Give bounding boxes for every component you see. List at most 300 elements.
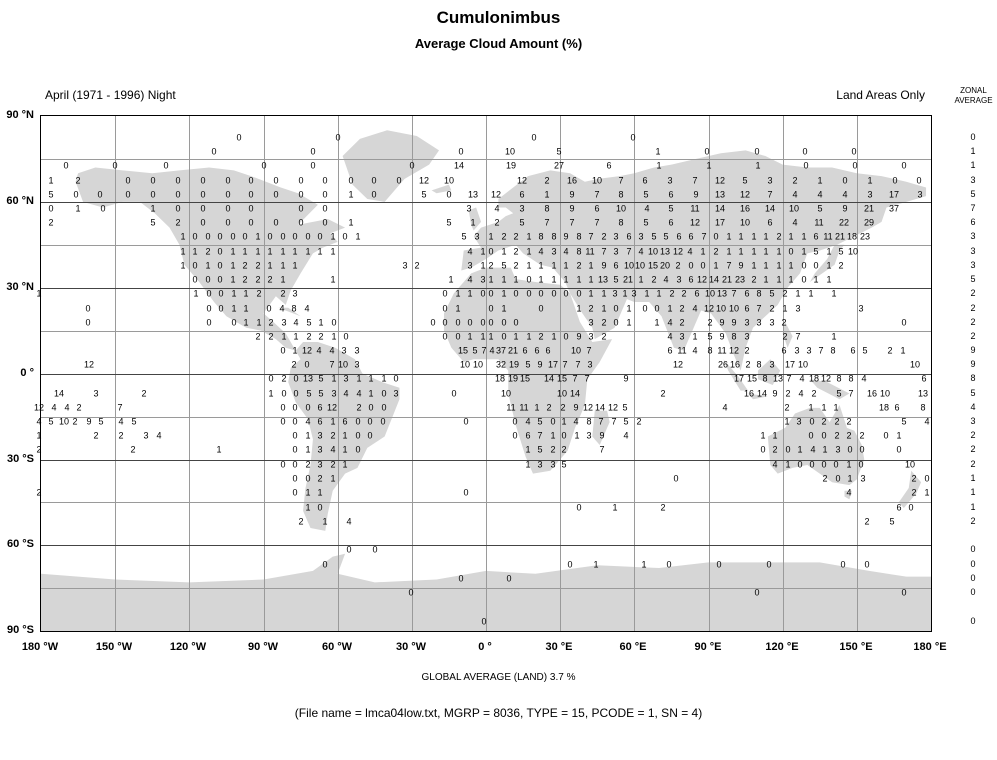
grid-value: 4 [687, 246, 693, 257]
grid-value: 7 [481, 345, 487, 356]
zonal-average-value: 1 [970, 487, 976, 497]
grid-value: 8 [544, 203, 550, 214]
grid-value: 0 [206, 317, 212, 328]
grid-value: 7 [795, 331, 801, 342]
grid-value: 11 [690, 203, 700, 214]
grid-value: 1 [638, 274, 644, 285]
grid-value: 7 [575, 359, 581, 370]
zonal-average-value: 7 [970, 203, 976, 213]
grid-value: 3 [588, 317, 594, 328]
grid-value: 2 [93, 430, 99, 441]
grid-value: 1 [826, 260, 832, 271]
grid-value: 14 [543, 373, 555, 384]
grid-value: 2 [660, 388, 666, 399]
grid-value: 10 [570, 345, 582, 356]
grid-value: 2 [679, 317, 685, 328]
grid-value: 0 [280, 416, 286, 427]
grid-value: 1 [368, 388, 374, 399]
grid-value: 0 [700, 260, 706, 271]
grid-value: 3 [794, 345, 800, 356]
grid-value: 0 [205, 274, 211, 285]
grid-value: 5 [651, 231, 657, 242]
grid-value: 0 [754, 146, 760, 157]
grid-value: 0 [506, 573, 512, 584]
grid-value: 7 [618, 175, 624, 186]
grid-value: 0 [280, 231, 286, 242]
zonal-average-value: 2 [970, 331, 976, 341]
grid-value: 0 [266, 303, 272, 314]
grid-value: 1 [900, 345, 906, 356]
grid-value: 4 [293, 317, 299, 328]
h-gridline-minor [41, 159, 931, 160]
grid-value: 0 [343, 331, 349, 342]
grid-value: 8 [618, 189, 624, 200]
grid-value: 16 [743, 388, 755, 399]
grid-value: 7 [731, 288, 737, 299]
grid-value: 6 [896, 502, 902, 513]
grid-value: 0 [335, 132, 341, 143]
grid-value: 0 [538, 288, 544, 299]
grid-value: 15 [457, 345, 469, 356]
grid-value: 37 [495, 345, 507, 356]
grid-value: 5 [556, 146, 562, 157]
grid-value: 0 [230, 231, 236, 242]
grid-value: 1 [726, 231, 732, 242]
grid-value: 15 [746, 373, 758, 384]
grid-value: 3 [402, 260, 408, 271]
grid-value: 6 [813, 231, 819, 242]
grid-value: 1 [488, 331, 494, 342]
grid-value: 6 [317, 402, 323, 413]
grid-value: 3 [769, 359, 775, 370]
grid-value: 1 [356, 373, 362, 384]
longitude-label: 90 °W [247, 641, 279, 653]
grid-value: 0 [293, 388, 299, 399]
grid-value: 2 [242, 260, 248, 271]
grid-value: 14 [708, 274, 720, 285]
longitude-label: 0 ° [478, 641, 492, 653]
grid-value: 4 [810, 444, 816, 455]
grid-value: 9 [569, 189, 575, 200]
grid-value: 4 [156, 430, 162, 441]
grid-value: 2 [255, 274, 261, 285]
grid-value: 1 [488, 231, 494, 242]
grid-value: 0 [526, 274, 532, 285]
grid-value: 4 [489, 345, 495, 356]
grid-value: 0 [205, 231, 211, 242]
grid-value: 14 [569, 388, 581, 399]
grid-value: 12 [739, 189, 751, 200]
grid-value: 5 [901, 416, 907, 427]
grid-value: 10 [704, 288, 716, 299]
grid-value: 10 [647, 246, 659, 257]
grid-value: 5 [817, 203, 823, 214]
grid-value: 1 [655, 146, 661, 157]
grid-value: 1 [467, 331, 473, 342]
grid-value: 5 [501, 260, 507, 271]
grid-value: 6 [668, 217, 674, 228]
grid-value: 2 [330, 430, 336, 441]
grid-value: 0 [268, 373, 274, 384]
grid-value: 0 [280, 345, 286, 356]
grid-value: 2 [544, 175, 550, 186]
grid-value: 2 [267, 274, 273, 285]
grid-value: 6 [626, 231, 632, 242]
grid-value: 11 [585, 246, 595, 257]
grid-value: 0 [852, 160, 858, 171]
grid-value: 1 [48, 175, 54, 186]
grid-value: 1 [330, 274, 336, 285]
grid-value: 0 [550, 416, 556, 427]
grid-value: 5 [742, 175, 748, 186]
longitude-label: 180 °W [21, 641, 59, 653]
grid-value: 1 [292, 246, 298, 257]
grid-value: 4 [346, 516, 352, 527]
grid-value: 32 [495, 359, 507, 370]
grid-value: 23 [859, 231, 871, 242]
grid-value: 4 [316, 345, 322, 356]
grid-value: 5 [707, 331, 713, 342]
grid-value: 2 [513, 231, 519, 242]
grid-value: 9 [719, 331, 725, 342]
grid-value: 1 [751, 246, 757, 257]
grid-value: 0 [901, 587, 907, 598]
grid-value: 1 [342, 444, 348, 455]
grid-value: 1 [192, 246, 198, 257]
grid-value: 13 [659, 246, 671, 257]
zonal-average-value: 4 [970, 402, 976, 412]
zonal-average-value: 1 [970, 473, 976, 483]
grid-value: 2 [130, 444, 136, 455]
grid-value: 1 [501, 246, 507, 257]
grid-value: 1 [797, 444, 803, 455]
grid-value: 10 [443, 175, 455, 186]
grid-value: 3 [858, 303, 864, 314]
grid-value: 1 [826, 246, 832, 257]
grid-value: 1 [331, 331, 337, 342]
grid-value: 0 [225, 217, 231, 228]
grid-value: 7 [569, 217, 575, 228]
grid-value: 2 [414, 260, 420, 271]
grid-value: 0 [666, 559, 672, 570]
grid-value: 2 [822, 473, 828, 484]
longitude-label: 60 °E [619, 641, 647, 653]
grid-value: 10 [623, 260, 635, 271]
grid-value: 0 [292, 487, 298, 498]
grid-value: 2 [560, 402, 566, 413]
grid-value: 9 [601, 260, 607, 271]
grid-value: 1 [317, 487, 323, 498]
grid-value: 0 [200, 217, 206, 228]
grid-value: 10 [879, 388, 891, 399]
grid-value: 13 [714, 189, 726, 200]
grid-value: 2 [681, 288, 687, 299]
grid-value: 0 [200, 189, 206, 200]
grid-value: 1 [243, 303, 249, 314]
grid-value: 1 [317, 246, 323, 257]
grid-value: 1 [230, 274, 236, 285]
grid-value: 0 [851, 146, 857, 157]
grid-value: 14 [53, 388, 65, 399]
grid-value: 5 [623, 416, 629, 427]
grid-value: 21 [863, 203, 875, 214]
grid-value: 12 [703, 303, 715, 314]
grid-value: 1 [713, 260, 719, 271]
grid-value: 0 [211, 146, 217, 157]
zonal-average-value: 2 [970, 317, 976, 327]
grid-value: 1 [525, 459, 531, 470]
grid-value: 0 [488, 303, 494, 314]
grid-value: 7 [756, 303, 762, 314]
grid-value: 2 [546, 402, 552, 413]
grid-value: 4 [356, 388, 362, 399]
grid-value: 6 [688, 231, 694, 242]
grid-value: 0 [331, 317, 337, 328]
grid-value: 1 [751, 260, 757, 271]
grid-value: 0 [501, 317, 507, 328]
grid-value: 1 [700, 246, 706, 257]
zonal-average-value: 0 [970, 132, 976, 142]
grid-value: 6 [781, 345, 787, 356]
grid-value: 1 [180, 246, 186, 257]
grid-value: 0 [916, 175, 922, 186]
grid-value: 0 [613, 317, 619, 328]
grid-value: 1 [574, 430, 580, 441]
grid-value: 2 [305, 459, 311, 470]
grid-value: 2 [268, 331, 274, 342]
grid-value: 4 [638, 246, 644, 257]
grid-value: 0 [451, 388, 457, 399]
grid-value: 12 [516, 175, 528, 186]
grid-value: 15 [556, 373, 568, 384]
grid-value: 0 [125, 189, 131, 200]
grid-value: 6 [676, 231, 682, 242]
grid-value: 1 [738, 246, 744, 257]
grid-value: 2 [745, 359, 751, 370]
grid-value: 0 [704, 146, 710, 157]
grid-value: 1 [538, 274, 544, 285]
grid-value: 1 [331, 373, 337, 384]
grid-value: 2 [601, 331, 607, 342]
grid-value: 0 [883, 430, 889, 441]
grid-value: 0 [217, 231, 223, 242]
grid-value: 4 [494, 203, 500, 214]
grid-value: 5 [769, 288, 775, 299]
grid-value: 1 [305, 487, 311, 498]
grid-value: 12 [582, 402, 594, 413]
grid-value: 0 [840, 559, 846, 570]
grid-value: 9 [693, 189, 699, 200]
grid-value: 7 [601, 246, 607, 257]
grid-value: 1 [470, 217, 476, 228]
grid-value: 0 [442, 331, 448, 342]
page-subtitle: Average Cloud Amount (%) [414, 36, 583, 51]
grid-value: 1 [330, 473, 336, 484]
grid-value: 2 [242, 274, 248, 285]
grid-value: 4 [467, 274, 473, 285]
grid-value: 2 [838, 260, 844, 271]
grid-value: 16 [566, 175, 578, 186]
grid-value: 0 [317, 231, 323, 242]
grid-value: 5 [48, 416, 54, 427]
grid-value: 17 [784, 359, 796, 370]
grid-value: 14 [764, 203, 776, 214]
grid-value: 1 [180, 231, 186, 242]
grid-value: 1 [831, 331, 837, 342]
grid-value: 12 [33, 402, 45, 413]
grid-value: 0 [367, 430, 373, 441]
grid-value: 2 [772, 444, 778, 455]
grid-value: 4 [305, 416, 311, 427]
grid-value: 1 [526, 260, 532, 271]
grid-value: 4 [692, 345, 698, 356]
grid-value: 2 [660, 502, 666, 513]
grid-value: 1 [255, 246, 261, 257]
grid-value: 5 [813, 246, 819, 257]
grid-value: 3 [467, 260, 473, 271]
grid-value: 0 [526, 288, 532, 299]
grid-value: 0 [613, 303, 619, 314]
grid-value: 0 [322, 559, 328, 570]
grid-value: 13 [716, 288, 728, 299]
grid-value: 0 [355, 444, 361, 455]
grid-value: 0 [355, 416, 361, 427]
grid-value: 0 [803, 160, 809, 171]
grid-value: 3 [588, 331, 594, 342]
grid-value: 11 [814, 217, 824, 228]
grid-value: 3 [551, 246, 557, 257]
longitude-label: 90 °E [694, 641, 722, 653]
grid-value: 5 [525, 359, 531, 370]
grid-value: 1 [467, 288, 473, 299]
grid-value: 9 [563, 231, 569, 242]
grid-value: 1 [480, 246, 486, 257]
grid-value: 0 [673, 473, 679, 484]
grid-value: 1 [763, 246, 769, 257]
grid-value: 0 [513, 288, 519, 299]
grid-value: 12 [696, 274, 708, 285]
grid-value: 0 [200, 175, 206, 186]
grid-value: 0 [788, 246, 794, 257]
grid-value: 1 [318, 317, 324, 328]
grid-value: 1 [847, 473, 853, 484]
grid-value: 2 [291, 359, 297, 370]
grid-value: 12 [418, 175, 430, 186]
grid-value: 2 [281, 373, 287, 384]
zonal-average-value: 1 [970, 146, 976, 156]
grid-value: 3 [466, 203, 472, 214]
longitude-label: 30 °E [545, 641, 573, 653]
grid-value: 27 [553, 160, 565, 171]
grid-value: 0 [248, 203, 254, 214]
grid-value: 1 [293, 331, 299, 342]
grid-value: 10 [797, 359, 809, 370]
grid-value: 18 [878, 402, 890, 413]
grid-value: 4 [861, 373, 867, 384]
grid-value: 7 [594, 189, 600, 200]
grid-value: 11 [677, 345, 687, 356]
grid-value: 0 [563, 288, 569, 299]
zonal-average-value: 1 [970, 160, 976, 170]
grid-value: 8 [762, 373, 768, 384]
grid-value: 7 [611, 416, 617, 427]
grid-value: 10 [459, 359, 471, 370]
grid-value: 7 [786, 373, 792, 384]
grid-value: 1 [231, 288, 237, 299]
grid-value: 0 [305, 402, 311, 413]
grid-value: 7 [701, 231, 707, 242]
grid-value: 4 [118, 416, 124, 427]
grid-value: 17 [547, 359, 559, 370]
grid-value: 1 [75, 203, 81, 214]
grid-value: 4 [644, 203, 650, 214]
grid-value: 4 [304, 303, 310, 314]
grid-value: 6 [744, 288, 750, 299]
grid-value: 2 [538, 331, 544, 342]
latitude-label: 90 °N [6, 109, 34, 121]
grid-value: 3 [93, 388, 99, 399]
grid-value: 7 [544, 217, 550, 228]
grid-value: 0 [396, 175, 402, 186]
grid-value: 1 [601, 303, 607, 314]
grid-value: 1 [801, 246, 807, 257]
grid-value: 22 [838, 217, 850, 228]
grid-value: 7 [767, 189, 773, 200]
grid-value: 5 [663, 231, 669, 242]
grid-value: 2 [846, 416, 852, 427]
grid-value: 3 [744, 331, 750, 342]
grid-value: 1 [576, 303, 582, 314]
grid-value: 12 [672, 246, 684, 257]
grid-value: 0 [654, 303, 660, 314]
grid-value: 0 [192, 274, 198, 285]
grid-value: 2 [601, 231, 607, 242]
zonal-average-value: 9 [970, 345, 976, 355]
grid-value: 1 [654, 317, 660, 328]
grid-value: 0 [501, 331, 507, 342]
grid-value: 8 [731, 331, 737, 342]
grid-value: 3 [474, 231, 480, 242]
grid-value: 6 [744, 303, 750, 314]
grid-value: 2 [887, 345, 893, 356]
grid-value: 2 [846, 430, 852, 441]
grid-value: 2 [306, 331, 312, 342]
grid-value: 0 [367, 416, 373, 427]
grid-value: 2 [255, 260, 261, 271]
grid-value: 3 [767, 175, 773, 186]
grid-value: 20 [659, 260, 671, 271]
longitude-label: 120 °E [765, 641, 799, 653]
grid-value: 5 [461, 231, 467, 242]
grid-value: 0 [217, 260, 223, 271]
grid-value: 0 [225, 203, 231, 214]
grid-value: 0 [630, 132, 636, 143]
grid-value: 0 [225, 189, 231, 200]
grid-value: 1 [501, 274, 507, 285]
grid-value: 7 [586, 345, 592, 356]
grid-value: 0 [859, 444, 865, 455]
grid-value: 4 [663, 274, 669, 285]
zonal-average-value: 9 [970, 359, 976, 369]
grid-value: 1 [193, 288, 199, 299]
grid-value: 0 [310, 146, 316, 157]
grid-value: 2 [675, 260, 681, 271]
grid-value: 1 [924, 487, 930, 498]
grid-value: 3 [587, 359, 593, 370]
grid-value: 7 [848, 388, 854, 399]
grid-value: 0 [175, 189, 181, 200]
grid-value: 1 [867, 175, 873, 186]
